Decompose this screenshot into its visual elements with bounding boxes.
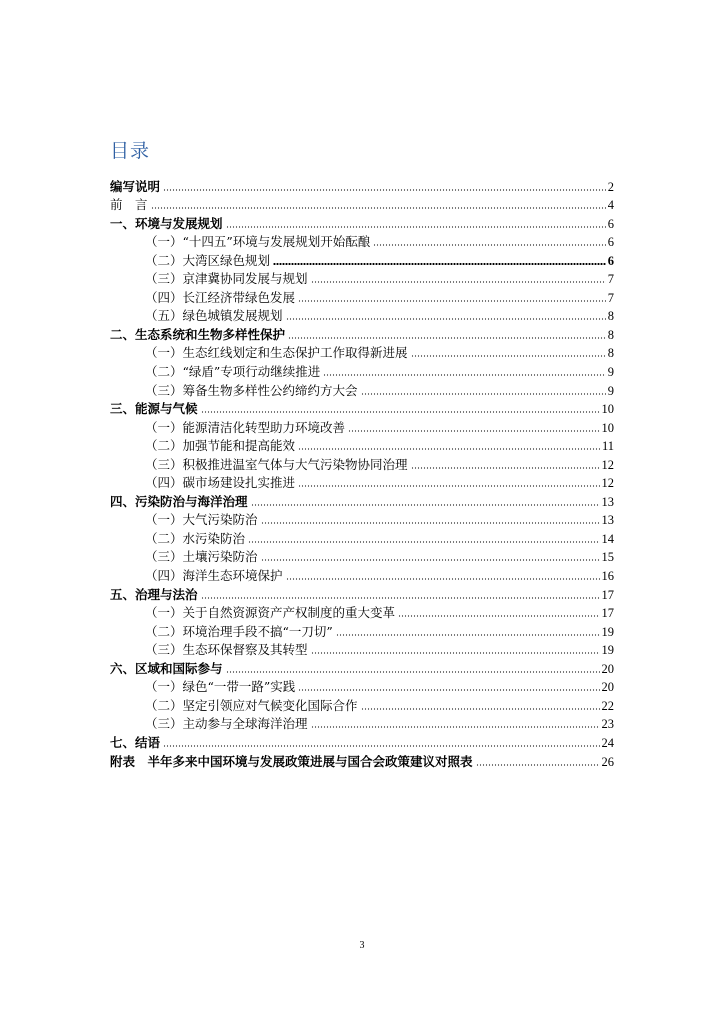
toc-entry-page: 8 (607, 346, 614, 361)
toc-leader-dots (298, 300, 606, 302)
toc-entry-page: 4 (607, 198, 614, 213)
toc-entry-label: （三）主动参与全球海洋治理 (145, 716, 308, 732)
page-number: 3 (359, 940, 365, 951)
toc-entry[interactable] (110, 342, 614, 361)
toc-leader-dots (373, 244, 605, 246)
toc-entry-page: 13 (601, 494, 614, 509)
toc-entry[interactable] (110, 602, 614, 621)
toc-entry[interactable] (110, 231, 614, 250)
toc-leader-dots (361, 393, 606, 395)
toc-entry-page: 13 (601, 513, 614, 528)
toc-entry[interactable] (110, 305, 614, 324)
toc-entry-page: 8 (607, 327, 614, 342)
toc-leader-dots (273, 263, 606, 265)
toc-leader-dots (163, 745, 599, 747)
toc-leader-dots (311, 726, 600, 728)
toc-entry[interactable] (110, 194, 614, 213)
toc-entry-label: （四）海洋生态环境保护 (145, 568, 283, 584)
toc-entry-label: （三）生态环保督察及其转型 (145, 642, 308, 658)
toc-entry-page: 7 (607, 290, 614, 305)
toc-leader-dots (311, 652, 600, 654)
toc-entry-label: （四）长江经济带绿色发展 (145, 289, 296, 305)
table-of-contents (110, 175, 614, 769)
toc-entry[interactable] (110, 527, 614, 546)
toc-leader-dots (201, 411, 600, 413)
toc-entry-label: 前 言 (110, 197, 148, 213)
toc-entry-label: （一）“十四五”环境与发展规划开始酝酿 (145, 234, 371, 250)
toc-entry[interactable] (110, 713, 614, 732)
toc-leader-dots (411, 355, 606, 357)
toc-entry-page: 17 (601, 606, 614, 621)
toc-entry-page: 16 (601, 569, 614, 584)
toc-entry-label: （三）积极推进温室气体与大气污染物协同治理 (145, 456, 408, 472)
toc-entry[interactable] (110, 175, 614, 194)
toc-entry-label: （二）水污染防治 (145, 530, 246, 546)
toc-entry-page: 22 (601, 698, 614, 713)
toc-entry[interactable] (110, 379, 614, 398)
toc-entry-label: 七、结语 (110, 734, 161, 750)
toc-entry-page: 19 (601, 643, 614, 658)
toc-entry-label: （一）生态红线划定和生态保护工作取得新进展 (145, 345, 408, 361)
toc-entry-page: 2 (607, 179, 614, 194)
toc-entry-page: 9 (607, 365, 614, 380)
toc-entry-page: 6 (607, 235, 614, 250)
toc-leader-dots (476, 764, 600, 766)
toc-entry-label: （二）大湾区绿色规划 (145, 252, 271, 268)
toc-entry-page: 19 (601, 624, 614, 639)
toc-entry-page: 23 (601, 717, 614, 732)
toc-entry[interactable] (110, 490, 614, 509)
toc-leader-dots (298, 485, 599, 487)
toc-entry-label: （三）土壤污染防治 (145, 549, 258, 565)
toc-entry-page: 14 (601, 531, 614, 546)
toc-entry-page: 6 (607, 253, 614, 268)
toc-leader-dots (323, 374, 605, 376)
toc-entry-label: 编写说明 (110, 178, 161, 194)
toc-leader-dots (311, 281, 606, 283)
toc-leader-dots (248, 541, 599, 543)
toc-entry-label: 五、治理与法治 (110, 586, 198, 602)
toc-entry-page: 20 (601, 661, 614, 676)
toc-entry[interactable] (110, 694, 614, 713)
toc-entry-label: 四、污染防治与海洋治理 (110, 493, 248, 509)
toc-leader-dots (348, 430, 599, 432)
toc-entry[interactable] (110, 435, 614, 454)
toc-entry-page: 9 (607, 383, 614, 398)
toc-entry-page: 11 (601, 439, 614, 454)
toc-entry[interactable] (110, 676, 614, 695)
toc-leader-dots (336, 634, 600, 636)
toc-entry-page: 12 (601, 457, 614, 472)
toc-entry[interactable] (110, 750, 614, 769)
toc-entry-label: 二、生态系统和生物多样性保护 (110, 326, 286, 342)
toc-entry-page: 10 (601, 402, 614, 417)
toc-leader-dots (298, 689, 599, 691)
toc-entry-label: 六、区域和国际参与 (110, 660, 223, 676)
toc-entry[interactable] (110, 620, 614, 639)
toc-entry-label: 三、能源与气候 (110, 401, 198, 417)
toc-entry-label: （一）能源清洁化转型助力环境改善 (145, 419, 346, 435)
toc-entry[interactable] (110, 286, 614, 305)
toc-entry-page: 15 (601, 550, 614, 565)
toc-leader-dots (163, 189, 606, 191)
toc-leader-dots (398, 615, 599, 617)
toc-entry[interactable] (110, 323, 614, 342)
toc-entry[interactable] (110, 268, 614, 287)
toc-entry-page: 20 (601, 680, 614, 695)
toc-entry-label: （一）绿色“一带一路”实践 (145, 679, 296, 695)
toc-entry-label: （五）绿色城镇发展规划 (145, 308, 283, 324)
toc-entry[interactable] (110, 657, 614, 676)
toc-entry-label: （一）关于自然资源资产产权制度的重大变革 (145, 605, 396, 621)
toc-entry-label: （三）筹备生物多样性公约缔约方大会 (145, 382, 358, 398)
toc-leader-dots (288, 337, 606, 339)
toc-entry-label: （二）坚定引领应对气候变化国际合作 (145, 697, 358, 713)
toc-entry[interactable] (110, 564, 614, 583)
toc-entry-page: 26 (601, 754, 614, 769)
toc-leader-dots (261, 559, 600, 561)
toc-leader-dots (411, 467, 600, 469)
toc-leader-dots (251, 504, 600, 506)
toc-leader-dots (361, 708, 600, 710)
toc-entry-page: 8 (607, 309, 614, 324)
toc-entry-page: 17 (601, 587, 614, 602)
toc-entry-page: 24 (601, 735, 614, 750)
toc-leader-dots (151, 207, 606, 209)
toc-leader-dots (226, 226, 606, 228)
toc-entry-label: （二）加强节能和提高能效 (145, 438, 296, 454)
toc-entry-label: （二）环境治理手段不搞“一刀切” (145, 623, 333, 639)
toc-entry-label: （二）“绿盾”专项行动继续推进 (145, 364, 321, 380)
toc-entry[interactable] (110, 398, 614, 417)
toc-entry-page: 12 (601, 476, 614, 491)
toc-entry[interactable] (110, 453, 614, 472)
toc-leader-dots (261, 522, 600, 524)
toc-entry-label: （一）大气污染防治 (145, 512, 258, 528)
toc-entry[interactable] (110, 509, 614, 528)
toc-entry[interactable] (110, 731, 614, 750)
toc-entry[interactable] (110, 212, 614, 231)
toc-entry-page: 10 (601, 420, 614, 435)
toc-entry-label: （四）碳市场建设扎实推进 (145, 475, 296, 491)
toc-leader-dots (226, 671, 600, 673)
toc-entry[interactable] (110, 249, 614, 268)
toc-leader-dots (286, 318, 606, 320)
toc-entry-page: 7 (607, 272, 614, 287)
toc-leader-dots (286, 578, 600, 580)
toc-entry[interactable] (110, 416, 614, 435)
toc-entry-label: 附表 半年多来中国环境与发展政策进展与国合会政策建议对照表 (110, 753, 473, 769)
toc-entry[interactable] (110, 546, 614, 565)
toc-entry-page: 6 (607, 216, 614, 231)
toc-entry[interactable] (110, 472, 614, 491)
toc-entry-label: （三）京津冀协同发展与规划 (145, 271, 308, 287)
toc-entry[interactable] (110, 360, 614, 379)
toc-entry[interactable] (110, 639, 614, 658)
toc-entry-label: 一、环境与发展规划 (110, 215, 223, 231)
toc-title: 目录 (110, 140, 151, 162)
toc-leader-dots (201, 597, 600, 599)
toc-entry[interactable] (110, 583, 614, 602)
toc-leader-dots (298, 448, 600, 450)
